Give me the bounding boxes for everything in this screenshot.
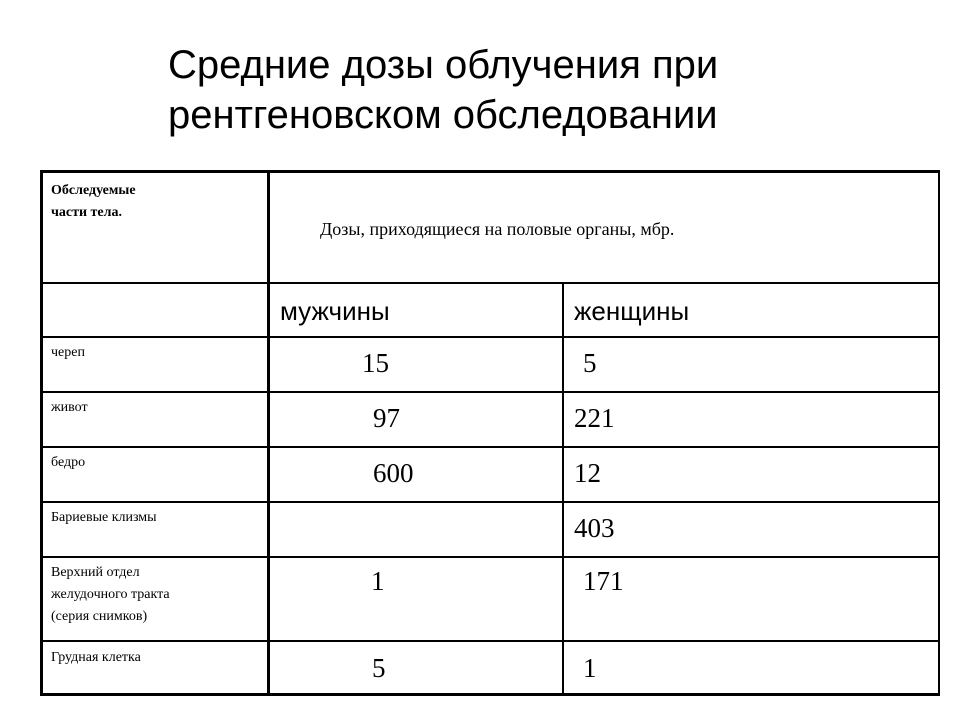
- title-line-2: рентгеновском обследовании: [168, 93, 718, 137]
- row-part-upper-gi-line-1: Верхний отдел: [51, 565, 140, 580]
- row-women-skull: 5: [583, 348, 597, 378]
- header-body-parts-line-1: Обследуемые: [51, 183, 136, 198]
- row-men-skull: 15: [362, 348, 389, 378]
- header-body-parts: [51, 180, 136, 224]
- col-header-men: мужчины: [280, 296, 390, 326]
- divider-row-2: [40, 446, 940, 448]
- divider-row-4: [40, 556, 940, 558]
- title-line-1: Средние дозы облучения при: [168, 43, 719, 87]
- row-men-hip: 600: [373, 458, 414, 488]
- row-women-abdomen: 221: [574, 403, 615, 433]
- row-part-upper-gi: [51, 562, 170, 628]
- divider-col-2: [562, 284, 564, 696]
- row-men-abdomen: 97: [373, 403, 400, 433]
- divider-row-3: [40, 501, 940, 503]
- dose-table: [40, 170, 940, 696]
- col-header-women: женщины: [574, 296, 690, 326]
- table-frame: [40, 170, 940, 696]
- row-part-upper-gi-line-3: (серия снимков): [51, 609, 148, 624]
- divider-col-1: [267, 170, 270, 696]
- header-body-parts-line-2: части тела.: [51, 205, 122, 220]
- divider-row-5: [40, 640, 940, 642]
- row-women-hip: 12: [574, 458, 601, 488]
- header-doses: Дозы, приходящиеся на половые органы, мбр.: [320, 219, 675, 239]
- table-top-border: [40, 170, 940, 173]
- row-women-chest: 1: [583, 653, 597, 683]
- row-part-hip: бедро: [51, 455, 86, 470]
- divider-row-subheader: [40, 336, 940, 338]
- row-part-barium: Бариевые клизмы: [51, 510, 157, 525]
- divider-row-1: [40, 391, 940, 393]
- row-part-chest: Грудная клетка: [51, 650, 141, 665]
- row-men-upper-gi: 1: [371, 566, 385, 596]
- divider-row-header: [40, 282, 940, 284]
- divider-right: [938, 170, 940, 696]
- row-part-upper-gi-line-2: желудочного тракта: [51, 587, 170, 602]
- row-men-chest: 5: [372, 653, 386, 683]
- row-women-upper-gi: 171: [583, 566, 624, 596]
- page-title: [168, 40, 928, 140]
- row-part-skull: череп: [51, 345, 85, 360]
- row-part-abdomen: живот: [51, 400, 88, 415]
- row-women-barium: 403: [574, 513, 615, 543]
